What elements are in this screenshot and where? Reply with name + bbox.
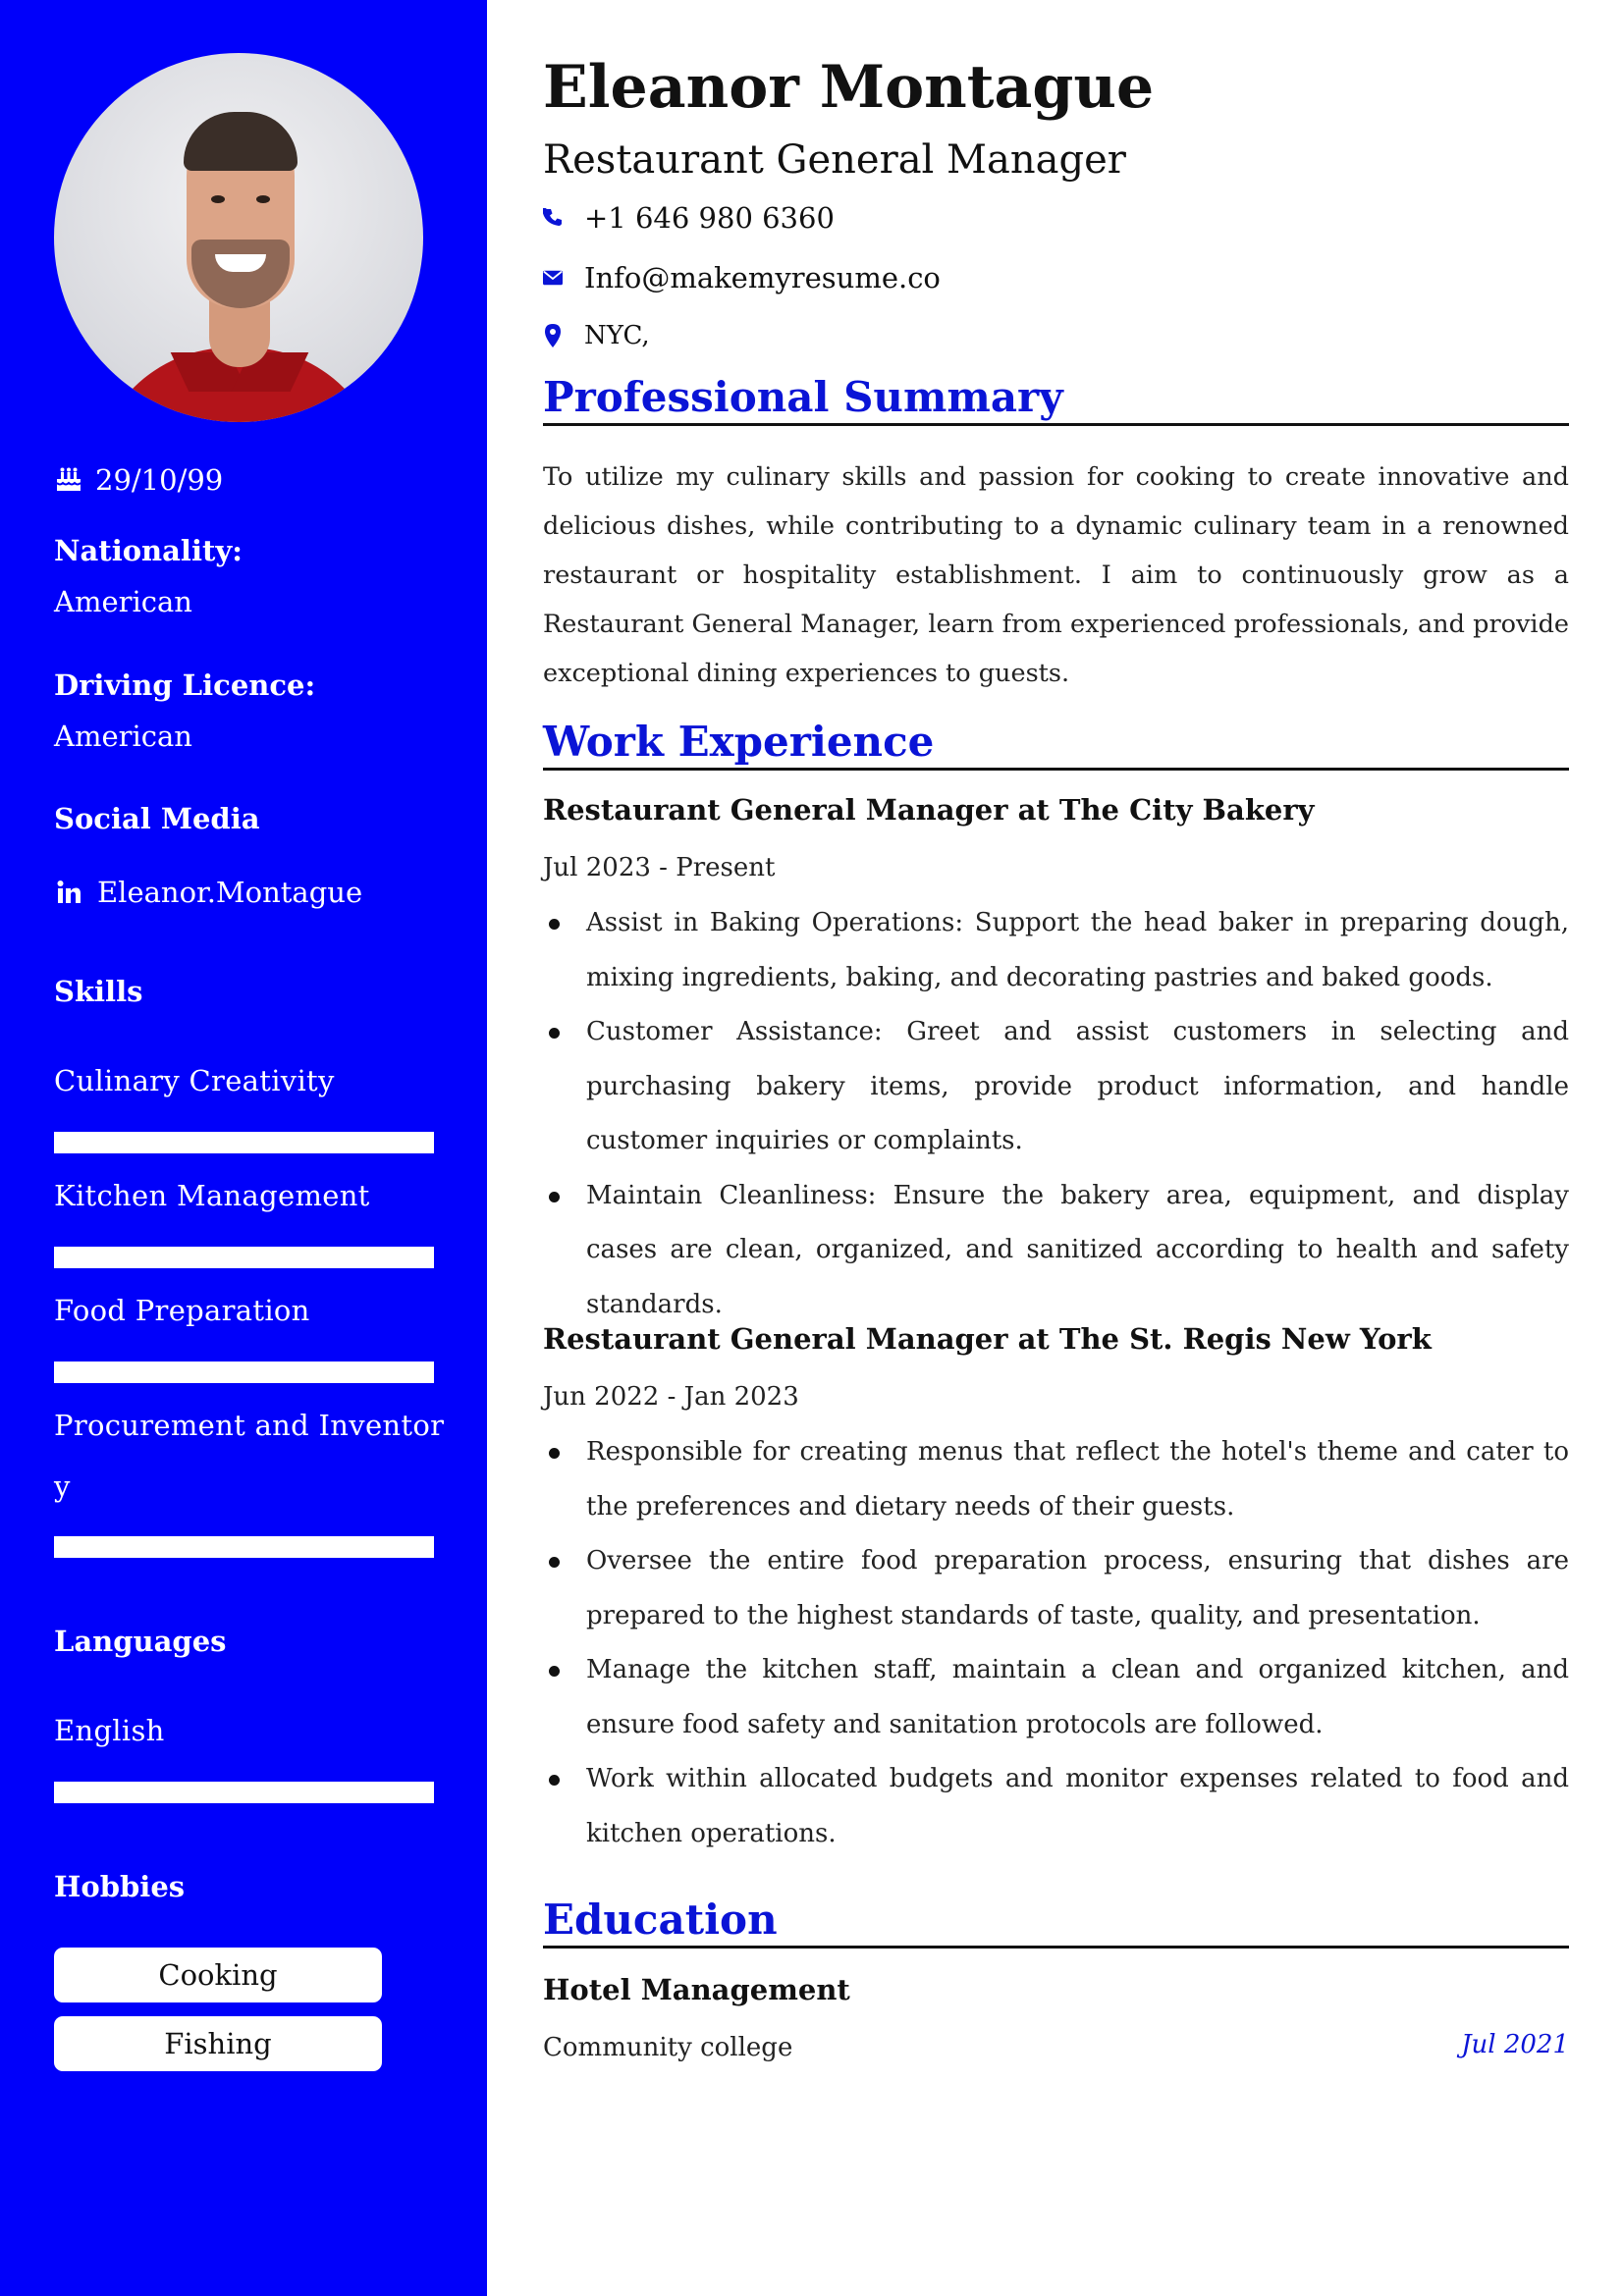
candidate-role: Restaurant General Manager	[543, 137, 1126, 183]
job-date: Jul 2023 - Present	[543, 853, 776, 882]
job-title: Restaurant General Manager at The St. Regis New York	[543, 1322, 1432, 1356]
job-title: Restaurant General Manager at The City Bakery	[543, 793, 1315, 827]
phone-icon	[543, 204, 563, 232]
location-text: NYC,	[584, 321, 650, 350]
job-date: Jun 2022 - Jan 2023	[543, 1382, 799, 1412]
nationality-value: American	[54, 585, 192, 618]
dob-value: 29/10/99	[95, 463, 224, 497]
list-item: Oversee the entire food preparation process, ensuring that dishes are prepared to the highest standards of taste, quality, and presentation.	[543, 1534, 1569, 1643]
skill-level-bar	[54, 1362, 434, 1383]
skill-level-bar	[54, 1247, 434, 1268]
skill-name: Kitchen Management	[54, 1179, 370, 1212]
list-item: Responsible for creating menus that reflect the hotel's theme and cater to the preferences and dietary needs of their guests.	[543, 1425, 1569, 1534]
social-media-label: Social Media	[54, 802, 260, 835]
date-of-birth	[54, 463, 223, 497]
hobby-tag: Fishing	[54, 2016, 382, 2071]
envelope-icon	[543, 264, 563, 292]
hobby-tag: Cooking	[54, 1948, 382, 2002]
linkedin-icon	[54, 878, 83, 907]
job-bullets	[543, 896, 1569, 1332]
contact-location	[543, 321, 650, 350]
education-degree: Hotel Management	[543, 1973, 850, 2006]
list-item: Manage the kitchen staff, maintain a clean and organized kitchen, and ensure food safety and sanitation protocols are followed.	[543, 1643, 1569, 1752]
education-date: Jul 2021	[1461, 2030, 1569, 2059]
skill-name: Procurement and Inventor	[54, 1409, 445, 1442]
email-address: Info@makemyresume.co	[584, 261, 941, 294]
skill-name: Food Preparation	[54, 1294, 310, 1327]
skill-level-bar	[54, 1536, 434, 1558]
driving-licence-value: American	[54, 720, 192, 753]
linkedin-handle: Eleanor.Montague	[97, 876, 363, 909]
contact-phone	[543, 201, 835, 235]
sidebar	[0, 0, 487, 2296]
contact-email[interactable]	[543, 261, 941, 294]
language-level-bar	[54, 1782, 434, 1803]
summary-heading: Professional Summary	[543, 373, 1569, 426]
skill-level-bar	[54, 1132, 434, 1153]
skills-label: Skills	[54, 975, 143, 1008]
map-pin-icon	[543, 322, 563, 349]
hobbies-label: Hobbies	[54, 1870, 186, 1903]
nationality-label: Nationality:	[54, 534, 243, 567]
languages-label: Languages	[54, 1625, 227, 1658]
skill-name: Culinary Creativity	[54, 1064, 335, 1097]
skill-name-wrap: y	[54, 1469, 71, 1503]
job-bullets	[543, 1425, 1569, 1861]
list-item: Assist in Baking Operations: Support the head baker in preparing dough, mixing ingredients, baking, and decorating pastries and baked goods.	[543, 896, 1569, 1005]
list-item: Maintain Cleanliness: Ensure the bakery area, equipment, and display cases are clean, organized, and sanitized according to health and safety standards.	[543, 1169, 1569, 1333]
summary-text: To utilize my culinary skills and passion for cooking to create innovative and delicious dishes, while contributing to a dynamic culinary team in a renowned restaurant or hospitality establishment. I aim to continuously grow as a Restaurant General Manager, learn from experienced professionals, and provide exceptional dining experiences to guests.	[543, 462, 1569, 688]
education-school: Community college	[543, 2033, 793, 2062]
linkedin-link[interactable]	[54, 876, 362, 909]
language-name: English	[54, 1714, 165, 1747]
candidate-name: Eleanor Montague	[543, 53, 1155, 122]
list-item: Customer Assistance: Greet and assist customers in selecting and purchasing bakery items, provide product information, and handle customer inquiries or complaints.	[543, 1005, 1569, 1169]
profile-photo	[54, 53, 423, 422]
education-heading: Education	[543, 1896, 1569, 1949]
driving-licence-label: Driving Licence:	[54, 668, 316, 702]
phone-number: +1 646 980 6360	[584, 201, 835, 235]
experience-heading: Work Experience	[543, 718, 1569, 771]
list-item: Work within allocated budgets and monitor expenses related to food and kitchen operations.	[543, 1752, 1569, 1861]
birthday-cake-icon	[54, 465, 83, 495]
